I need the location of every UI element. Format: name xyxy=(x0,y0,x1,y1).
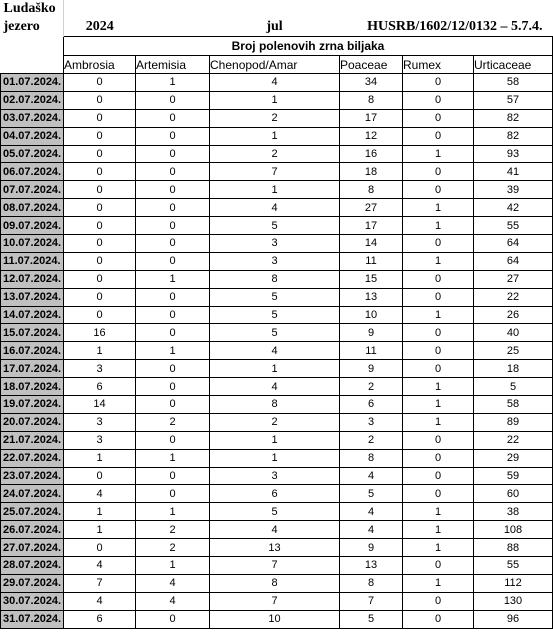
cell-artemisia: 0 xyxy=(136,288,210,306)
column-header-ambrosia: Ambrosia xyxy=(64,56,136,74)
date-cell: 20.07.2024. xyxy=(1,413,64,431)
cell-chenopod-amar: 3 xyxy=(210,252,340,270)
cell-artemisia: 0 xyxy=(136,199,210,217)
cell-poaceae: 3 xyxy=(340,413,403,431)
date-cell: 08.07.2024. xyxy=(1,199,64,217)
table-row xyxy=(1,449,553,467)
cell-ambrosia: 0 xyxy=(64,288,136,306)
cell-poaceae: 17 xyxy=(340,217,403,235)
cell-chenopod-amar: 5 xyxy=(210,503,340,521)
date-cell: 07.07.2024. xyxy=(1,181,64,199)
table-row xyxy=(1,74,553,92)
cell-rumex: 0 xyxy=(403,557,474,575)
cell-ambrosia: 0 xyxy=(64,163,136,181)
cell-chenopod-amar: 4 xyxy=(210,342,340,360)
cell-chenopod-amar: 7 xyxy=(210,557,340,575)
cell-poaceae: 18 xyxy=(340,163,403,181)
cell-poaceae: 27 xyxy=(340,199,403,217)
cell-rumex: 0 xyxy=(403,610,474,628)
date-cell: 23.07.2024. xyxy=(1,467,64,485)
cell-ambrosia: 1 xyxy=(64,342,136,360)
cell-ambrosia: 0 xyxy=(64,181,136,199)
table-row xyxy=(1,539,553,557)
cell-artemisia: 0 xyxy=(136,145,210,163)
cell-artemisia: 0 xyxy=(136,610,210,628)
cell-poaceae: 6 xyxy=(340,396,403,414)
cell-artemisia: 0 xyxy=(136,306,210,324)
cell-artemisia: 1 xyxy=(136,74,210,92)
cell-artemisia: 1 xyxy=(136,503,210,521)
cell-ambrosia: 6 xyxy=(64,378,136,396)
cell-rumex: 0 xyxy=(403,163,474,181)
table-row xyxy=(1,252,553,270)
cell-artemisia: 4 xyxy=(136,574,210,592)
month-label: jul xyxy=(266,19,283,34)
cell-ambrosia: 1 xyxy=(64,449,136,467)
cell-rumex: 1 xyxy=(403,199,474,217)
cell-chenopod-amar: 2 xyxy=(210,145,340,163)
cell-poaceae: 13 xyxy=(340,557,403,575)
cell-chenopod-amar: 4 xyxy=(210,378,340,396)
cell-ambrosia: 0 xyxy=(64,217,136,235)
date-cell: 12.07.2024. xyxy=(1,270,64,288)
cell-rumex: 0 xyxy=(403,592,474,610)
cell-urticaceae: 40 xyxy=(474,324,553,342)
cell-urticaceae: 88 xyxy=(474,539,553,557)
cell-poaceae: 15 xyxy=(340,270,403,288)
cell-chenopod-amar: 1 xyxy=(210,91,340,109)
table-row xyxy=(1,431,553,449)
cell-urticaceae: 5 xyxy=(474,378,553,396)
date-cell: 19.07.2024. xyxy=(1,396,64,414)
table-row xyxy=(1,145,553,163)
cell-rumex: 1 xyxy=(403,574,474,592)
column-header-artemisia: Artemisia xyxy=(136,56,210,74)
cell-poaceae: 5 xyxy=(340,485,403,503)
date-cell: 27.07.2024. xyxy=(1,539,64,557)
cell-rumex: 1 xyxy=(403,503,474,521)
cell-ambrosia: 0 xyxy=(64,235,136,253)
cell-ambrosia: 0 xyxy=(64,74,136,92)
cell-poaceae: 5 xyxy=(340,610,403,628)
cell-ambrosia: 3 xyxy=(64,360,136,378)
cell-chenopod-amar: 8 xyxy=(210,396,340,414)
cell-urticaceae: 58 xyxy=(474,396,553,414)
cell-artemisia: 2 xyxy=(136,413,210,431)
cell-artemisia: 0 xyxy=(136,396,210,414)
table-row xyxy=(1,378,553,396)
cell-artemisia: 4 xyxy=(136,592,210,610)
cell-urticaceae: 22 xyxy=(474,431,553,449)
column-header-rumex: Rumex xyxy=(403,56,474,74)
cell-artemisia: 2 xyxy=(136,521,210,539)
cell-urticaceae: 57 xyxy=(474,91,553,109)
cell-urticaceae: 82 xyxy=(474,127,553,145)
cell-poaceae: 2 xyxy=(340,431,403,449)
cell-rumex: 0 xyxy=(403,109,474,127)
date-cell: 09.07.2024. xyxy=(1,217,64,235)
date-cell: 22.07.2024. xyxy=(1,449,64,467)
cell-artemisia: 0 xyxy=(136,91,210,109)
date-cell: 26.07.2024. xyxy=(1,521,64,539)
cell-rumex: 1 xyxy=(403,539,474,557)
cell-chenopod-amar: 6 xyxy=(210,485,340,503)
cell-ambrosia: 0 xyxy=(64,145,136,163)
cell-chenopod-amar: 8 xyxy=(210,574,340,592)
cell-urticaceae: 29 xyxy=(474,449,553,467)
date-cell: 01.07.2024. xyxy=(1,74,64,92)
cell-urticaceae: 60 xyxy=(474,485,553,503)
cell-ambrosia: 1 xyxy=(64,503,136,521)
cell-urticaceae: 27 xyxy=(474,270,553,288)
cell-chenopod-amar: 1 xyxy=(210,181,340,199)
date-cell: 03.07.2024. xyxy=(1,109,64,127)
cell-rumex: 1 xyxy=(403,145,474,163)
table-row xyxy=(1,306,553,324)
cell-rumex: 0 xyxy=(403,467,474,485)
cell-ambrosia: 4 xyxy=(64,485,136,503)
cell-rumex: 0 xyxy=(403,485,474,503)
date-cell: 24.07.2024. xyxy=(1,485,64,503)
date-cell: 15.07.2024. xyxy=(1,324,64,342)
cell-artemisia: 2 xyxy=(136,539,210,557)
cell-chenopod-amar: 13 xyxy=(210,539,340,557)
cell-rumex: 1 xyxy=(403,521,474,539)
table-row xyxy=(1,610,553,628)
cell-chenopod-amar: 4 xyxy=(210,521,340,539)
table-row xyxy=(1,270,553,288)
table-row xyxy=(1,396,553,414)
date-cell: 06.07.2024. xyxy=(1,163,64,181)
cell-ambrosia: 1 xyxy=(64,521,136,539)
table-row xyxy=(1,592,553,610)
cell-urticaceae: 59 xyxy=(474,467,553,485)
cell-urticaceae: 18 xyxy=(474,360,553,378)
cell-rumex: 0 xyxy=(403,74,474,92)
location-line1: Ludaško xyxy=(3,1,56,16)
date-cell: 17.07.2024. xyxy=(1,360,64,378)
cell-poaceae: 4 xyxy=(340,467,403,485)
cell-chenopod-amar: 2 xyxy=(210,413,340,431)
cell-poaceae: 13 xyxy=(340,288,403,306)
cell-artemisia: 0 xyxy=(136,324,210,342)
cell-urticaceae: 96 xyxy=(474,610,553,628)
cell-poaceae: 11 xyxy=(340,342,403,360)
table-row xyxy=(1,503,553,521)
location-line2: jezero xyxy=(3,19,40,35)
cell-urticaceae: 26 xyxy=(474,306,553,324)
cell-artemisia: 0 xyxy=(136,127,210,145)
cell-chenopod-amar: 4 xyxy=(210,199,340,217)
table-row xyxy=(1,181,553,199)
cell-chenopod-amar: 7 xyxy=(210,592,340,610)
cell-chenopod-amar: 1 xyxy=(210,431,340,449)
table-row xyxy=(1,288,553,306)
project-code: HUSRB/1602/12/0132 – 5.7.4. xyxy=(367,19,543,34)
cell-urticaceae: 42 xyxy=(474,199,553,217)
date-cell: 05.07.2024. xyxy=(1,145,64,163)
cell-poaceae: 4 xyxy=(340,521,403,539)
cell-artemisia: 0 xyxy=(136,181,210,199)
date-cell: 13.07.2024. xyxy=(1,288,64,306)
cell-rumex: 1 xyxy=(403,378,474,396)
cell-urticaceae: 55 xyxy=(474,557,553,575)
cell-artemisia: 0 xyxy=(136,431,210,449)
cell-chenopod-amar: 3 xyxy=(210,235,340,253)
cell-poaceae: 16 xyxy=(340,145,403,163)
cell-poaceae: 9 xyxy=(340,360,403,378)
date-cell: 30.07.2024. xyxy=(1,592,64,610)
cell-poaceae: 17 xyxy=(340,109,403,127)
year-label: 2024 xyxy=(64,18,136,37)
cell-chenopod-amar: 5 xyxy=(210,288,340,306)
cell-artemisia: 1 xyxy=(136,342,210,360)
date-cell: 10.07.2024. xyxy=(1,235,64,253)
cell-urticaceae: 112 xyxy=(474,574,553,592)
table-row xyxy=(1,342,553,360)
cell-artemisia: 0 xyxy=(136,235,210,253)
cell-ambrosia: 0 xyxy=(64,109,136,127)
cell-urticaceae: 55 xyxy=(474,217,553,235)
cell-poaceae: 7 xyxy=(340,592,403,610)
cell-rumex: 0 xyxy=(403,181,474,199)
cell-ambrosia: 14 xyxy=(64,396,136,414)
cell-artemisia: 0 xyxy=(136,252,210,270)
cell-poaceae: 8 xyxy=(340,91,403,109)
date-cell: 02.07.2024. xyxy=(1,91,64,109)
cell-chenopod-amar: 5 xyxy=(210,217,340,235)
date-cell: 21.07.2024. xyxy=(1,431,64,449)
cell-rumex: 0 xyxy=(403,360,474,378)
cell-chenopod-amar: 8 xyxy=(210,270,340,288)
cell-urticaceae: 41 xyxy=(474,163,553,181)
cell-poaceae: 10 xyxy=(340,306,403,324)
cell-chenopod-amar: 1 xyxy=(210,360,340,378)
cell-artemisia: 1 xyxy=(136,270,210,288)
cell-rumex: 1 xyxy=(403,217,474,235)
cell-artemisia: 0 xyxy=(136,109,210,127)
date-cell: 28.07.2024. xyxy=(1,557,64,575)
table-row xyxy=(1,199,553,217)
cell-chenopod-amar: 5 xyxy=(210,306,340,324)
cell-ambrosia: 16 xyxy=(64,324,136,342)
cell-urticaceae: 22 xyxy=(474,288,553,306)
cell-chenopod-amar: 10 xyxy=(210,610,340,628)
cell-urticaceae: 38 xyxy=(474,503,553,521)
cell-urticaceae: 93 xyxy=(474,145,553,163)
column-header-urticaceae: Urticaceae xyxy=(474,56,553,74)
cell-poaceae: 8 xyxy=(340,574,403,592)
cell-artemisia: 1 xyxy=(136,449,210,467)
cell-artemisia: 0 xyxy=(136,467,210,485)
cell-ambrosia: 0 xyxy=(64,252,136,270)
cell-urticaceae: 64 xyxy=(474,235,553,253)
cell-urticaceae: 130 xyxy=(474,592,553,610)
table-row xyxy=(1,91,553,109)
cell-artemisia: 0 xyxy=(136,217,210,235)
table-row xyxy=(1,324,553,342)
table-title: Broj polenovih zrna biljaka xyxy=(64,37,553,56)
table-row xyxy=(1,574,553,592)
cell-artemisia: 0 xyxy=(136,163,210,181)
cell-artemisia: 0 xyxy=(136,378,210,396)
table-row xyxy=(1,413,553,431)
cell-ambrosia: 0 xyxy=(64,467,136,485)
cell-poaceae: 2 xyxy=(340,378,403,396)
cell-ambrosia: 0 xyxy=(64,127,136,145)
table-row xyxy=(1,557,553,575)
cell-rumex: 0 xyxy=(403,91,474,109)
table-row xyxy=(1,163,553,181)
cell-rumex: 0 xyxy=(403,127,474,145)
cell-urticaceae: 25 xyxy=(474,342,553,360)
cell-poaceae: 9 xyxy=(340,539,403,557)
cell-urticaceae: 39 xyxy=(474,181,553,199)
cell-ambrosia: 0 xyxy=(64,91,136,109)
cell-artemisia: 0 xyxy=(136,360,210,378)
date-cell: 04.07.2024. xyxy=(1,127,64,145)
table-row xyxy=(1,521,553,539)
date-cell: 16.07.2024. xyxy=(1,342,64,360)
cell-urticaceae: 89 xyxy=(474,413,553,431)
cell-rumex: 1 xyxy=(403,413,474,431)
table-row xyxy=(1,217,553,235)
table-row xyxy=(1,485,553,503)
column-header-chenopod-amar: Chenopod/Amar xyxy=(210,56,340,74)
column-header-poaceae: Poaceae xyxy=(340,56,403,74)
cell-ambrosia: 0 xyxy=(64,306,136,324)
cell-urticaceae: 82 xyxy=(474,109,553,127)
cell-ambrosia: 0 xyxy=(64,270,136,288)
cell-rumex: 0 xyxy=(403,288,474,306)
table-row xyxy=(1,467,553,485)
date-cell: 31.07.2024. xyxy=(1,610,64,628)
date-cell: 29.07.2024. xyxy=(1,574,64,592)
cell-artemisia: 0 xyxy=(136,485,210,503)
date-cell: 25.07.2024. xyxy=(1,503,64,521)
cell-urticaceae: 58 xyxy=(474,74,553,92)
cell-chenopod-amar: 4 xyxy=(210,74,340,92)
table-row xyxy=(1,127,553,145)
cell-poaceae: 8 xyxy=(340,449,403,467)
table-row xyxy=(1,235,553,253)
cell-rumex: 1 xyxy=(403,252,474,270)
cell-chenopod-amar: 5 xyxy=(210,324,340,342)
cell-rumex: 0 xyxy=(403,342,474,360)
cell-poaceae: 9 xyxy=(340,324,403,342)
cell-ambrosia: 4 xyxy=(64,557,136,575)
cell-ambrosia: 4 xyxy=(64,592,136,610)
cell-artemisia: 1 xyxy=(136,557,210,575)
cell-chenopod-amar: 1 xyxy=(210,127,340,145)
cell-rumex: 0 xyxy=(403,449,474,467)
cell-chenopod-amar: 2 xyxy=(210,109,340,127)
date-cell: 11.07.2024. xyxy=(1,252,64,270)
column-header-row xyxy=(1,56,553,74)
cell-chenopod-amar: 7 xyxy=(210,163,340,181)
table-row xyxy=(1,109,553,127)
cell-chenopod-amar: 3 xyxy=(210,467,340,485)
cell-ambrosia: 0 xyxy=(64,199,136,217)
cell-poaceae: 8 xyxy=(340,181,403,199)
cell-ambrosia: 0 xyxy=(64,539,136,557)
cell-rumex: 0 xyxy=(403,431,474,449)
cell-rumex: 0 xyxy=(403,270,474,288)
cell-rumex: 0 xyxy=(403,324,474,342)
cell-poaceae: 14 xyxy=(340,235,403,253)
table-row xyxy=(1,360,553,378)
cell-ambrosia: 7 xyxy=(64,574,136,592)
cell-poaceae: 34 xyxy=(340,74,403,92)
cell-rumex: 1 xyxy=(403,396,474,414)
cell-ambrosia: 3 xyxy=(64,431,136,449)
cell-rumex: 0 xyxy=(403,235,474,253)
cell-chenopod-amar: 1 xyxy=(210,449,340,467)
date-cell: 14.07.2024. xyxy=(1,306,64,324)
cell-rumex: 1 xyxy=(403,306,474,324)
cell-ambrosia: 3 xyxy=(64,413,136,431)
cell-urticaceae: 108 xyxy=(474,521,553,539)
cell-urticaceae: 64 xyxy=(474,252,553,270)
date-cell: 18.07.2024. xyxy=(1,378,64,396)
cell-poaceae: 4 xyxy=(340,503,403,521)
cell-poaceae: 12 xyxy=(340,127,403,145)
cell-ambrosia: 6 xyxy=(64,610,136,628)
cell-poaceae: 11 xyxy=(340,252,403,270)
